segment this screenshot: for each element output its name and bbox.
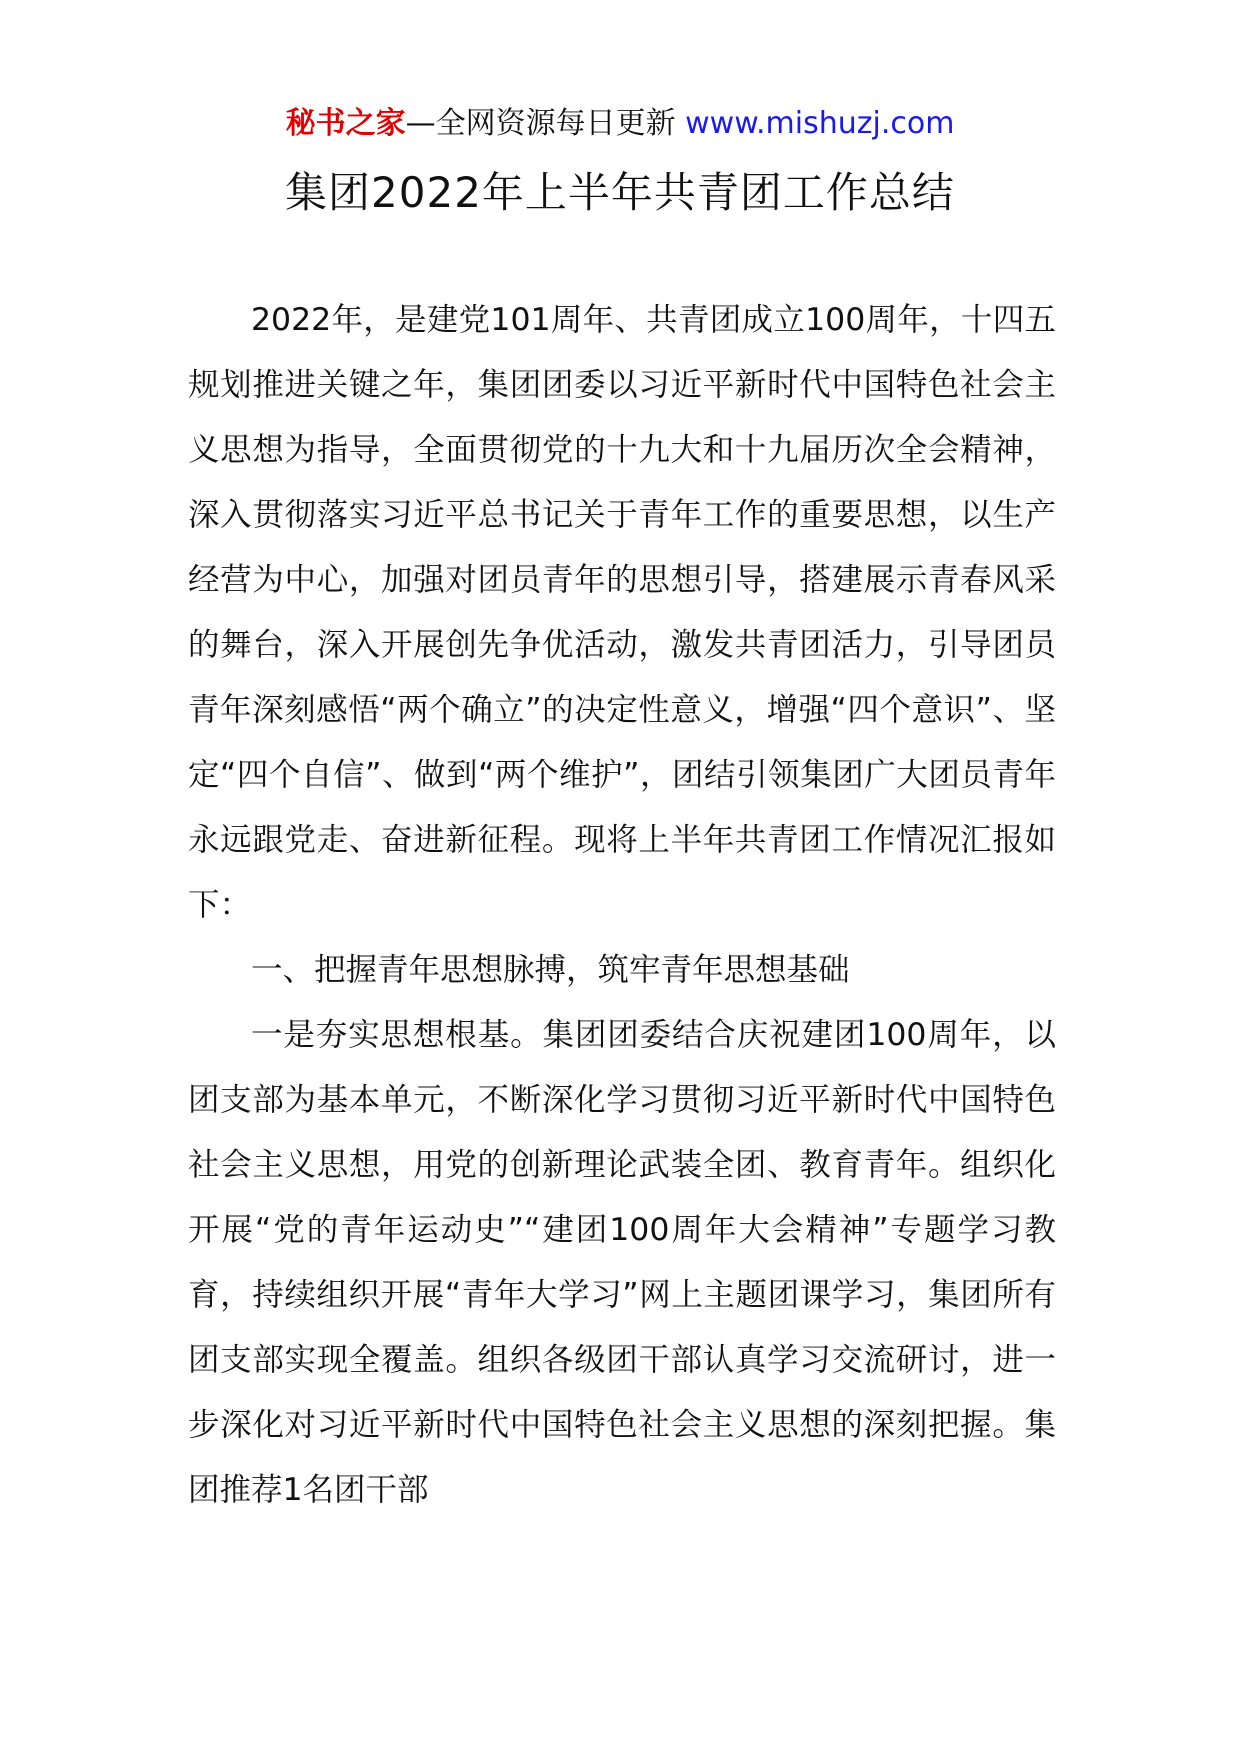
brand-name: 秘书之家 xyxy=(285,106,406,141)
body-paragraph: 一是夯实思想根基。集团团委结合庆祝建团100周年，以团支部为基本单元，不断深化学习贯彻习近平新时代中国特色社会主义思想，用党的创新理论武装全团、教育青年。组织化开展“党的青年运动史”“建团100周年大会精神”专题学习教育，持续组织开展“青年大学习”网上主题团课学习，集团所有团支部实现全覆盖。组织各级团干部认真学习交流研讨，进一步深化对习近平新时代中国特色社会主义思想的深刻把握。集团推荐1名团干部 xyxy=(188,1017,1056,1508)
website-link[interactable]: www.mishuzj.com xyxy=(685,106,955,141)
document-body xyxy=(188,288,1056,1523)
intro-paragraph: 2022年，是建党101周年、共青团成立100周年，十四五规划推进关键之年，集团团委以习近平新时代中国特色社会主义思想为指导，全面贯彻党的十九大和十九届历次全会精神，深入贯彻落实习近平总书记关于青年工作的重要思想，以生产经营为中心，加强对团员青年的思想引导，搭建展示青春风采的舞台，深入开展创先争优活动，激发共青团活力，引导团员青年深刻感悟“两个确立”的决定性意义，增强“四个意识”、坚定“四个自信”、做到“两个维护”，团结引领集团广大团员青年永远跟党走、奋进新征程。现将上半年共青团工作情况汇报如下： xyxy=(188,302,1056,923)
section-heading: 一、把握青年思想脉搏，筑牢青年思想基础 xyxy=(251,952,850,988)
source-header xyxy=(0,104,1240,144)
header-tagline: —全网资源每日更新 xyxy=(405,106,686,141)
document-title: 集团2022年上半年共青团工作总结 xyxy=(285,168,955,217)
